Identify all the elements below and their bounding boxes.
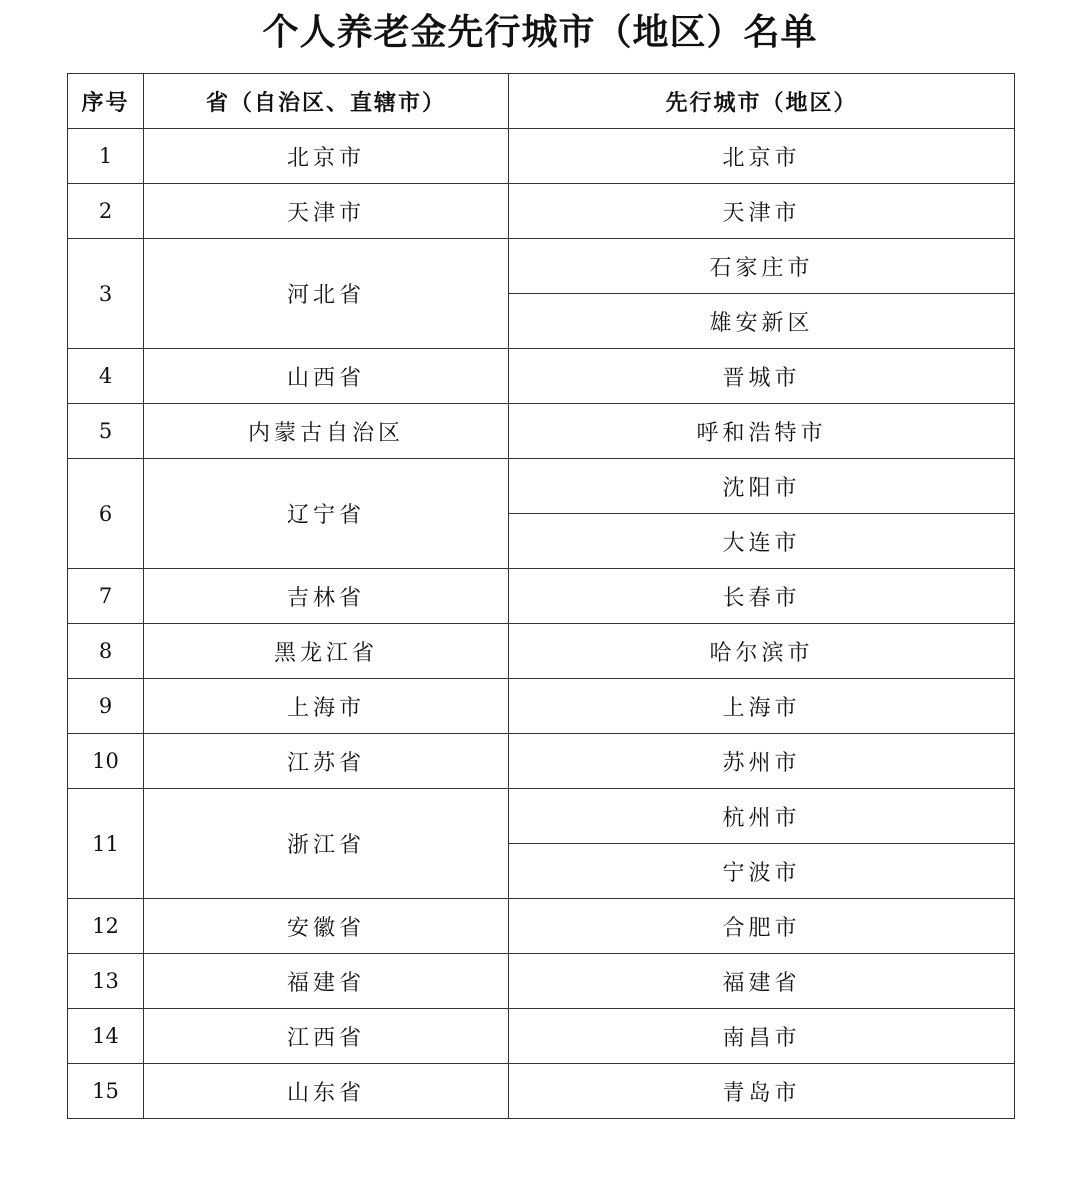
cell-seq: 3 (68, 239, 144, 349)
table-row (68, 899, 1015, 954)
cell-province: 吉林省 (144, 569, 509, 624)
cell-seq: 11 (68, 789, 144, 899)
table-row (68, 734, 1015, 789)
cell-city: 福建省 (509, 954, 1015, 1009)
header-province: 省（自治区、直辖市） (144, 74, 509, 129)
table-row (68, 349, 1015, 404)
table-body (68, 129, 1015, 1119)
table-row (68, 624, 1015, 679)
cell-province: 山西省 (144, 349, 509, 404)
cell-province: 安徽省 (144, 899, 509, 954)
cell-city: 宁波市 (509, 844, 1015, 899)
cell-seq: 1 (68, 129, 144, 184)
table-row (68, 239, 1015, 294)
cell-city: 北京市 (509, 129, 1015, 184)
table-row (68, 404, 1015, 459)
cell-city: 大连市 (509, 514, 1015, 569)
cell-seq: 8 (68, 624, 144, 679)
cell-city: 呼和浩特市 (509, 404, 1015, 459)
cell-city: 合肥市 (509, 899, 1015, 954)
cell-city: 青岛市 (509, 1064, 1015, 1119)
table-row (68, 1064, 1015, 1119)
cell-seq: 4 (68, 349, 144, 404)
cell-seq: 5 (68, 404, 144, 459)
cell-city: 长春市 (509, 569, 1015, 624)
table-row (68, 569, 1015, 624)
header-seq: 序号 (68, 74, 144, 129)
table-row (68, 789, 1015, 844)
cell-seq: 7 (68, 569, 144, 624)
cell-city: 晋城市 (509, 349, 1015, 404)
pilot-city-table (67, 73, 1015, 1119)
cell-city: 哈尔滨市 (509, 624, 1015, 679)
table-row (68, 954, 1015, 1009)
cell-seq: 14 (68, 1009, 144, 1064)
cell-province: 北京市 (144, 129, 509, 184)
cell-seq: 13 (68, 954, 144, 1009)
cell-city: 杭州市 (509, 789, 1015, 844)
table-row (68, 459, 1015, 514)
table-row (68, 129, 1015, 184)
cell-city: 南昌市 (509, 1009, 1015, 1064)
cell-seq: 15 (68, 1064, 144, 1119)
cell-city: 雄安新区 (509, 294, 1015, 349)
cell-province: 辽宁省 (144, 459, 509, 569)
cell-province: 山东省 (144, 1064, 509, 1119)
cell-city: 苏州市 (509, 734, 1015, 789)
cell-seq: 2 (68, 184, 144, 239)
table-row (68, 184, 1015, 239)
cell-province: 河北省 (144, 239, 509, 349)
cell-city: 天津市 (509, 184, 1015, 239)
cell-province: 天津市 (144, 184, 509, 239)
cell-seq: 9 (68, 679, 144, 734)
cell-city: 石家庄市 (509, 239, 1015, 294)
cell-seq: 10 (68, 734, 144, 789)
cell-province: 黑龙江省 (144, 624, 509, 679)
table-row (68, 1009, 1015, 1064)
cell-seq: 12 (68, 899, 144, 954)
cell-city: 沈阳市 (509, 459, 1015, 514)
cell-province: 内蒙古自治区 (144, 404, 509, 459)
cell-seq: 6 (68, 459, 144, 569)
table-header-row (68, 74, 1015, 129)
header-city: 先行城市（地区） (509, 74, 1015, 129)
cell-province: 上海市 (144, 679, 509, 734)
cell-province: 江西省 (144, 1009, 509, 1064)
cell-province: 福建省 (144, 954, 509, 1009)
cell-province: 浙江省 (144, 789, 509, 899)
cell-province: 江苏省 (144, 734, 509, 789)
document-title: 个人养老金先行城市（地区）名单 (262, 12, 818, 53)
table-row (68, 679, 1015, 734)
cell-city: 上海市 (509, 679, 1015, 734)
